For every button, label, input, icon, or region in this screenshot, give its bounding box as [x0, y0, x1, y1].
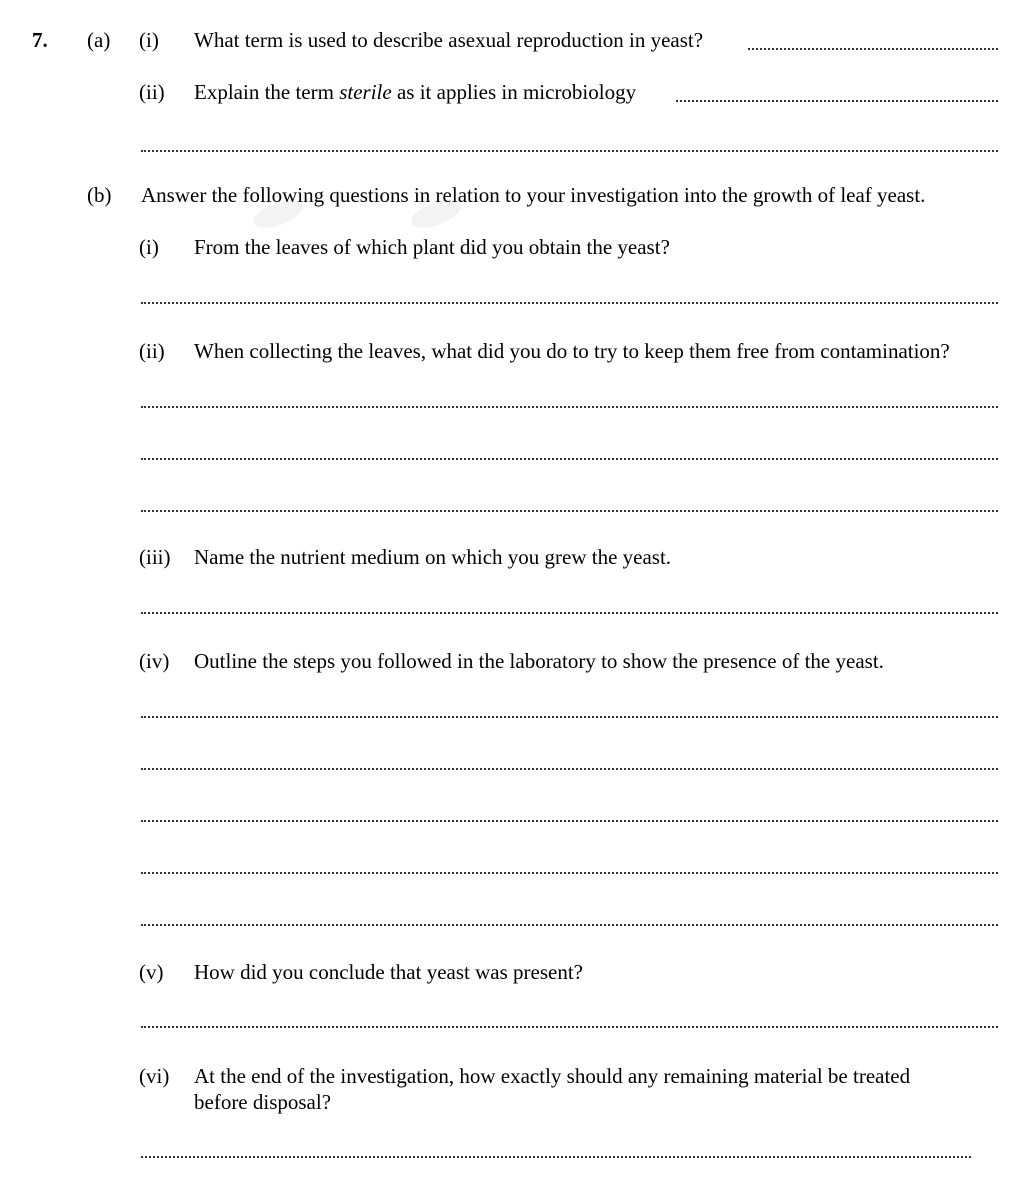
a-i-label: (i)	[139, 28, 159, 52]
answer-line-b-iii[interactable]	[141, 612, 998, 614]
answer-line-b-iv[interactable]	[141, 820, 998, 822]
answer-line-b-iv[interactable]	[141, 768, 998, 770]
part-b-label: (b)	[87, 183, 112, 207]
answer-line-b-vi[interactable]	[141, 1156, 971, 1158]
a-ii-text-before: Explain the term	[194, 80, 334, 104]
answer-line-b-ii[interactable]	[141, 510, 998, 512]
b-iv-question: Outline the steps you followed in the laboratory to show the presence of the yeast.	[194, 649, 884, 673]
b-iii-label: (iii)	[139, 545, 171, 569]
answer-line-a-ii[interactable]	[676, 100, 998, 102]
answer-line-a-ii[interactable]	[141, 150, 998, 152]
a-ii-italic-term: sterile	[339, 80, 392, 104]
b-v-label: (v)	[139, 960, 164, 984]
b-vi-question-line1: At the end of the investigation, how exactly should any remaining material be treated	[194, 1064, 911, 1088]
question-number: 7.	[32, 28, 48, 52]
a-ii-question	[194, 80, 636, 104]
b-iii-question: Name the nutrient medium on which you grew the yeast.	[194, 545, 672, 569]
answer-line-a-i[interactable]	[748, 48, 998, 50]
answer-line-b-ii[interactable]	[141, 458, 998, 460]
answer-line-b-iv[interactable]	[141, 924, 998, 926]
b-v-question: How did you conclude that yeast was present?	[194, 960, 583, 984]
answer-line-b-i[interactable]	[141, 302, 998, 304]
answer-line-b-iv[interactable]	[141, 716, 998, 718]
b-ii-question: When collecting the leaves, what did you do to try to keep them free from contamination?	[194, 339, 950, 363]
part-a-label: (a)	[87, 28, 111, 52]
part-b-intro: Answer the following questions in relation to your investigation into the growth of leaf yeast.	[141, 183, 926, 207]
b-ii-label: (ii)	[139, 339, 165, 363]
b-iv-label: (iv)	[139, 649, 170, 673]
answer-line-b-v[interactable]	[141, 1026, 998, 1028]
b-vi-label: (vi)	[139, 1064, 170, 1088]
a-ii-label: (ii)	[139, 80, 165, 104]
answer-line-b-ii[interactable]	[141, 406, 998, 408]
answer-line-b-iv[interactable]	[141, 872, 998, 874]
b-i-label: (i)	[139, 235, 159, 259]
a-i-question: What term is used to describe asexual reproduction in yeast?	[194, 28, 704, 52]
a-ii-text-after: as it applies in microbiology	[396, 80, 637, 104]
b-i-question: From the leaves of which plant did you obtain the yeast?	[194, 235, 670, 259]
b-vi-question-line2: before disposal?	[194, 1090, 332, 1114]
